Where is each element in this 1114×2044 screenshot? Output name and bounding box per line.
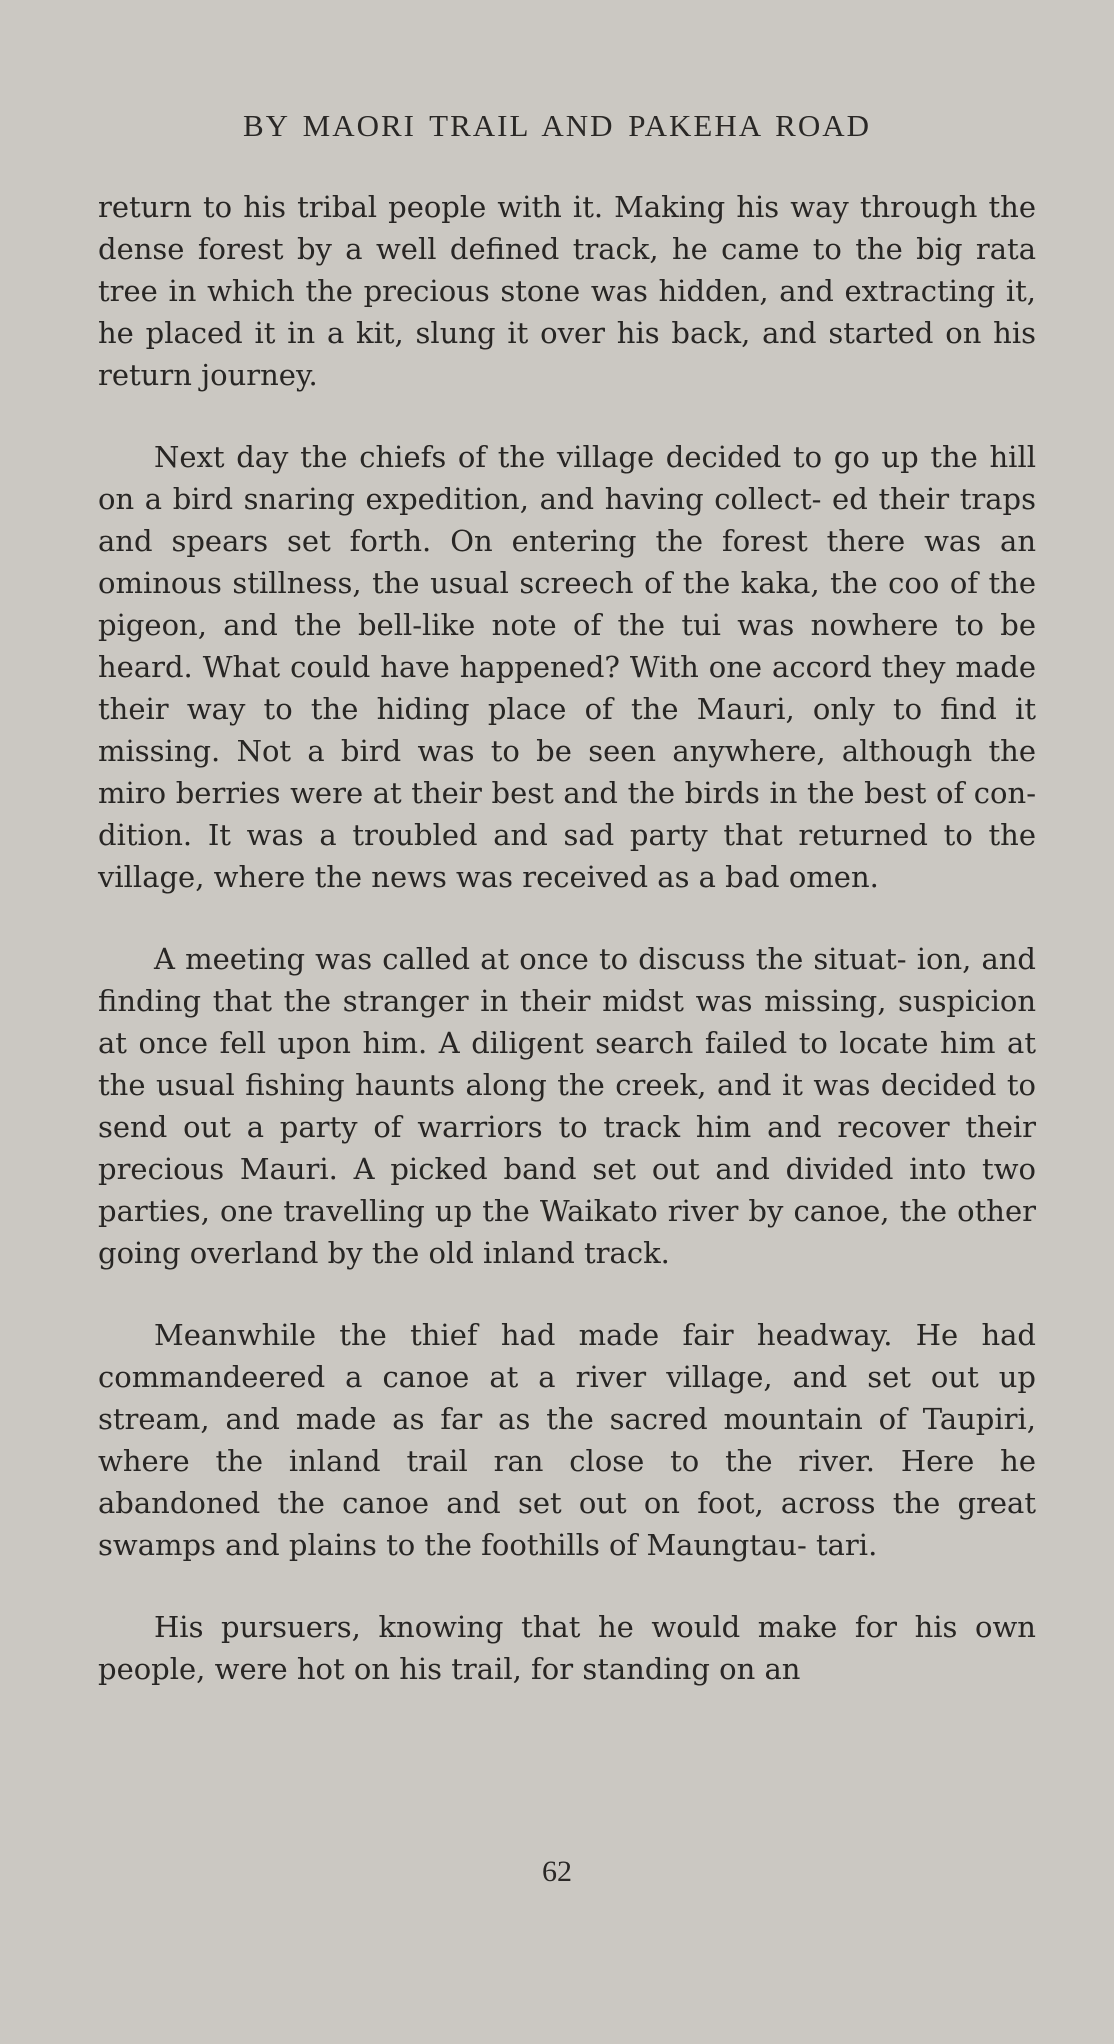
paragraph-2: Next day the chiefs of the village decided to go up the hill on a bird snaring expedition, and having collect- ed their traps and spears set forth. On entering the forest there was an ominous stillness, the usual screech of the kaka, the coo of the pigeon, and the bell-like note of the tui was nowhere to be heard. What could have happened? With one accord they made their way to the hiding place of the Mauri, only to find it missing. Not a bird was to be seen anywhere, although the miro berries were at their best and the birds in the best of con- dition. It was a troubled and sad party that returned to the village, where the news was received as a bad omen. (98, 440, 1036, 894)
body-text (98, 186, 1036, 1730)
page-number: 62 (542, 1855, 572, 1888)
paragraph-5: His pursuers, knowing that he would make for his own people, were hot on his trail, for standing on an (98, 1610, 1036, 1686)
running-head: BY MAORI TRAIL AND PAKEHA ROAD (242, 108, 871, 143)
paragraph-1: return to his tribal people with it. Making his way through the dense forest by a well defined track, he came to the big rata tree in which the precious stone was hidden, and extracting it, he placed it in a kit, slung it over his back, and started on his return journey. (98, 190, 1036, 392)
paragraph-4: Meanwhile the thief had made fair headway. He had commandeered a canoe at a river village, and set out up stream, and made as far as the sacred mountain of Taupiri, where the inland trail ran close to the river. Here he abandoned the canoe and set out on foot, across the great swamps and plains to the foothills of Maungtau- tari. (98, 1318, 1036, 1562)
paragraph-3: A meeting was called at once to discuss the situat- ion, and finding that the stranger in their midst was missing, suspicion at once fell upon him. A diligent search failed to locate him at the usual fishing haunts along the creek, and it was decided to send out a party of warriors to track him and recover their precious Mauri. A picked band set out and divided into two parties, one travelling up the Waikato river by canoe, the other going overland by the old inland track. (98, 942, 1036, 1270)
